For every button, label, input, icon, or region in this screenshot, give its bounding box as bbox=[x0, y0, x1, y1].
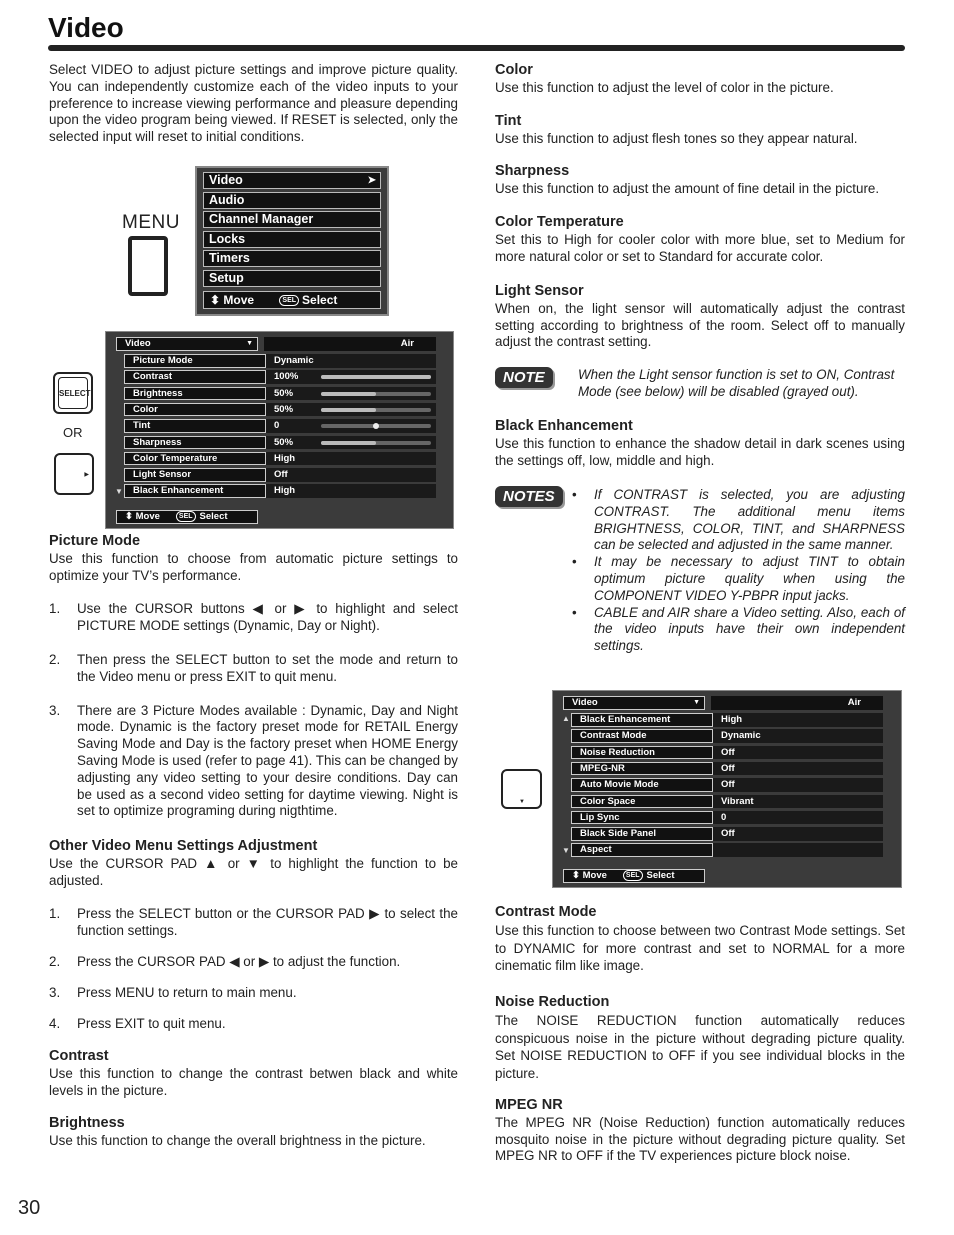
panel-source: Air bbox=[264, 337, 436, 351]
black-enhancement-section bbox=[495, 418, 905, 469]
picture-mode-steps bbox=[49, 601, 458, 820]
list-number: 4. bbox=[49, 1015, 61, 1031]
panel-header[interactable] bbox=[563, 696, 705, 710]
setting-value bbox=[713, 762, 883, 776]
main-menu-item-label: Video bbox=[209, 173, 243, 187]
color-temperature-section bbox=[495, 214, 905, 265]
main-menu-item-label: Timers bbox=[209, 251, 250, 265]
setting-value bbox=[266, 484, 436, 498]
brightness-body: Use this function to change the overall brightness in the picture. bbox=[49, 1132, 426, 1148]
setting-value bbox=[713, 729, 883, 743]
note-item bbox=[572, 605, 905, 655]
contrast-heading: Contrast bbox=[49, 1048, 109, 1064]
tint-heading: Tint bbox=[495, 113, 522, 129]
setting-value-text: 50% bbox=[274, 387, 294, 399]
setting-label[interactable]: Color Temperature bbox=[124, 452, 266, 466]
footer-move-label: Move bbox=[582, 869, 607, 881]
setting-value bbox=[713, 713, 883, 727]
setting-label[interactable]: Light Sensor bbox=[124, 468, 266, 482]
list-number: 3. bbox=[49, 984, 61, 1000]
main-menu-item[interactable] bbox=[203, 172, 381, 189]
other-settings-steps bbox=[49, 906, 458, 1032]
note-item-text: If CONTRAST is selected, you are adjusting CONTRAST. The additional menu items BRIGHTNESS, COLOR, TINT, and SHARPNESS can be selected and adjusted in the same manner. bbox=[594, 487, 905, 553]
setting-value-text: 0 bbox=[274, 420, 280, 432]
list-text: Press MENU to return to main menu. bbox=[77, 984, 297, 1000]
list-item bbox=[49, 1016, 458, 1033]
setting-slider[interactable] bbox=[321, 408, 431, 412]
or-label: OR bbox=[63, 425, 83, 440]
dropdown-icon: ▼ bbox=[246, 340, 253, 347]
footer-move-label: Move bbox=[135, 510, 160, 522]
chevron-right-icon: ➤ bbox=[367, 175, 376, 186]
menu-button-label: MENU bbox=[122, 212, 180, 233]
setting-value-text: Off bbox=[721, 746, 735, 758]
other-settings-section bbox=[49, 838, 458, 1032]
list-text: Press EXIT to quit menu. bbox=[77, 1015, 226, 1031]
sharpness-section bbox=[495, 163, 905, 198]
setting-label[interactable]: Color bbox=[124, 403, 266, 417]
scroll-down-icon: ▼ bbox=[562, 846, 570, 856]
setting-label[interactable]: Lip Sync bbox=[571, 811, 713, 825]
setting-value bbox=[266, 419, 436, 433]
move-arrows-icon: ⬍ bbox=[125, 510, 136, 522]
video-settings-panel-1 bbox=[105, 331, 454, 529]
list-item bbox=[49, 985, 458, 1002]
note-text: When the Light sensor function is set to ON, Contrast Mode (see below) will be disabled (grayed out). bbox=[578, 367, 895, 399]
contrast-mode-body: Use this function to choose between two Contrast Mode settings. Set to DYNAMIC for more contrast and set to NORMAL for a more cinematic film like image. bbox=[495, 923, 905, 974]
panel-source: Air bbox=[711, 696, 883, 710]
note-item-text: CABLE and AIR share a Video setting. Also, each of the video inputs have their own independent settings. bbox=[594, 604, 905, 654]
setting-value bbox=[266, 370, 436, 384]
setting-slider[interactable] bbox=[321, 392, 431, 396]
setting-label[interactable]: Contrast Mode bbox=[571, 729, 713, 743]
sharpness-heading: Sharpness bbox=[495, 163, 570, 179]
move-arrows-icon: ⬍ bbox=[572, 869, 583, 881]
setting-label[interactable]: Sharpness bbox=[124, 436, 266, 450]
color-temperature-body: Set this to High for cooler color with more blue, set to Medium for more natural color or set to Standard for accurate color. bbox=[495, 231, 905, 264]
list-item bbox=[49, 906, 458, 940]
main-menu-item[interactable] bbox=[203, 231, 381, 248]
panel-footer bbox=[563, 869, 705, 883]
slider-fill bbox=[321, 408, 376, 412]
setting-value bbox=[713, 746, 883, 760]
video-settings-panel-2 bbox=[552, 690, 902, 888]
setting-label[interactable]: Aspect bbox=[571, 843, 713, 857]
notes-badge bbox=[495, 486, 563, 507]
noise-reduction-body: The NOISE REDUCTION function automatically reduces conspicuous noise in the picture without degrading picture quality. Set NOISE REDUCTION to OFF if you see individual blocks in the picture. bbox=[495, 1013, 905, 1081]
color-heading: Color bbox=[495, 62, 533, 78]
setting-value-text: Dynamic bbox=[274, 355, 314, 366]
setting-value bbox=[266, 468, 436, 482]
list-item bbox=[49, 601, 458, 635]
list-item bbox=[49, 703, 458, 821]
contrast-section bbox=[49, 1048, 458, 1099]
mpeg-nr-section bbox=[495, 1097, 905, 1165]
list-text: Press the CURSOR PAD ◀ or ▶ to adjust the function. bbox=[77, 953, 401, 969]
setting-value bbox=[266, 387, 436, 401]
setting-label[interactable]: Black Side Panel bbox=[571, 827, 713, 841]
setting-value-text: Off bbox=[721, 828, 735, 840]
sharpness-body: Use this function to adjust the amount of fine detail in the picture. bbox=[495, 180, 880, 196]
panel-footer bbox=[116, 510, 258, 524]
setting-value bbox=[713, 843, 883, 857]
other-settings-body: Use the CURSOR PAD ▲ or ▼ to highlight the function to be adjusted. bbox=[49, 855, 458, 888]
select-button-label: SELECT bbox=[58, 377, 88, 409]
note-item-text: It may be necessary to adjust TINT to obtain optimum picture quality when using the COMPONENT VIDEO Y-PBPR input jacks. bbox=[594, 554, 905, 603]
brightness-heading: Brightness bbox=[49, 1115, 125, 1131]
move-arrows-icon: ⬍ bbox=[210, 292, 224, 307]
color-temperature-heading: Color Temperature bbox=[495, 214, 624, 230]
setting-value-text: Off bbox=[721, 779, 735, 791]
picture-mode-body: Use this function to choose from automatic picture settings to optimize your TV’s performance. bbox=[49, 550, 458, 583]
note-item bbox=[572, 554, 905, 604]
note-item bbox=[572, 487, 905, 554]
setting-value-text: High bbox=[274, 485, 296, 497]
bullet-icon: • bbox=[572, 554, 577, 570]
main-menu-footer bbox=[203, 291, 381, 309]
list-number: 3. bbox=[49, 702, 61, 718]
tint-body: Use this function to adjust flesh tones so they appear natural. bbox=[495, 130, 858, 146]
panel-header-label: Video bbox=[572, 697, 598, 708]
scroll-down-icon: ▼ bbox=[115, 487, 123, 497]
tint-section bbox=[495, 113, 905, 148]
setting-slider[interactable] bbox=[321, 375, 431, 379]
setting-value-text: High bbox=[721, 714, 743, 725]
main-menu-item-label: Setup bbox=[209, 270, 244, 285]
main-menu-item[interactable] bbox=[203, 270, 381, 287]
footer-select-label: Select bbox=[199, 510, 228, 522]
list-number: 2. bbox=[49, 953, 61, 969]
menu-button-icon bbox=[128, 236, 168, 296]
setting-value-text: 50% bbox=[274, 436, 294, 448]
dropdown-icon: ▼ bbox=[693, 699, 700, 706]
setting-value-text: High bbox=[274, 452, 296, 464]
light-sensor-heading: Light Sensor bbox=[495, 283, 584, 299]
sel-icon: SEL bbox=[176, 511, 196, 522]
setting-label[interactable]: Tint bbox=[124, 419, 266, 433]
notes-badge-label: NOTES bbox=[495, 486, 563, 507]
main-menu-item-label: Channel Manager bbox=[209, 212, 314, 226]
scroll-up-icon: ▲ bbox=[562, 714, 570, 723]
light-sensor-body: When on, the light sensor will automatically adjust the contrast setting according to brightness of the room. Select off to manually adjust the contrast setting. bbox=[495, 300, 905, 350]
note-badge-label: NOTE bbox=[495, 367, 553, 388]
note-badge bbox=[495, 367, 553, 388]
slider-fill bbox=[321, 392, 376, 396]
main-menu bbox=[195, 166, 389, 316]
footer-select-label: Select bbox=[646, 869, 675, 881]
slider-fill bbox=[321, 441, 376, 445]
main-menu-item[interactable] bbox=[203, 211, 381, 228]
main-menu-item-label: Audio bbox=[209, 192, 245, 207]
left-column bbox=[49, 62, 458, 146]
setting-slider[interactable] bbox=[321, 424, 431, 428]
list-number: 1. bbox=[49, 601, 61, 617]
list-item bbox=[49, 954, 458, 971]
contrast-body: Use this function to change the contrast betwen black and white levels in the picture. bbox=[49, 1065, 458, 1098]
main-menu-item[interactable] bbox=[203, 192, 381, 209]
title-rule bbox=[48, 45, 905, 51]
panel-header[interactable] bbox=[116, 337, 258, 351]
setting-label[interactable]: Auto Movie Mode bbox=[571, 778, 713, 792]
setting-value-text: 100% bbox=[274, 371, 299, 383]
slider-fill bbox=[321, 375, 431, 379]
noise-reduction-section bbox=[495, 994, 905, 1082]
bullet-icon: • bbox=[572, 604, 577, 620]
setting-value bbox=[713, 827, 883, 841]
page-number: 30 bbox=[18, 1197, 41, 1219]
setting-value-text: Vibrant bbox=[721, 795, 754, 807]
setting-value bbox=[266, 436, 436, 450]
color-section bbox=[495, 62, 905, 97]
setting-label[interactable]: Black Enhancement bbox=[571, 713, 713, 727]
list-text: There are 3 Picture Modes available : Dynamic, Day and Night mode. Dynamic is the factory preset mode for RETAIL Energy Saving Mode and Day is the factory preset when HOME Energy Saving Mode is used (refer to page 41). This can be changed by adjusting any video setting to your desire conditions. Day can be used as a second video setting for daytime viewing. Night is set to optimize programing during nigthtime. bbox=[77, 702, 458, 819]
setting-value-text: Off bbox=[721, 762, 735, 774]
setting-value-text: 50% bbox=[274, 403, 294, 415]
list-number: 2. bbox=[49, 651, 61, 667]
select-button-icon bbox=[53, 372, 93, 414]
other-settings-heading: Other Video Menu Settings Adjustment bbox=[49, 838, 318, 854]
footer-move-label: Move bbox=[223, 292, 255, 307]
picture-mode-section bbox=[49, 533, 458, 820]
notes-list bbox=[572, 487, 905, 655]
intro-text: Select VIDEO to adjust picture settings and improve picture quality. You can independently customize each of the video inputs to your preference to increase viewing performance and pleasure depending upon the video program being viewed. If RESET is selected, only the selected input will reset to initial conditions. bbox=[49, 62, 458, 145]
brightness-section bbox=[49, 1115, 458, 1150]
setting-label[interactable]: MPEG-NR bbox=[571, 762, 713, 776]
setting-label[interactable]: Contrast bbox=[124, 370, 266, 384]
setting-label[interactable]: Picture Mode bbox=[124, 354, 266, 368]
main-menu-item[interactable] bbox=[203, 250, 381, 267]
contrast-mode-heading: Contrast Mode bbox=[495, 904, 597, 920]
list-text: Press the SELECT button or the CURSOR PAD ▶ to select the function settings. bbox=[77, 906, 458, 939]
panel-header-label: Video bbox=[125, 338, 151, 349]
setting-label[interactable]: Brightness bbox=[124, 387, 266, 401]
setting-value bbox=[713, 795, 883, 809]
slider-knob bbox=[373, 423, 379, 429]
sel-icon: SEL bbox=[279, 295, 299, 306]
list-item bbox=[49, 652, 458, 686]
footer-select-label: Select bbox=[302, 292, 338, 307]
list-text: Then press the SELECT button to set the mode and return to the Video menu or press EXIT to quit menu. bbox=[77, 651, 458, 684]
bullet-icon: • bbox=[572, 487, 577, 502]
setting-value bbox=[713, 811, 883, 825]
black-enhancement-body: Use this function to enhance the shadow detail in dark scenes using the settings off, low, middle and high. bbox=[495, 435, 905, 468]
setting-value-text: Off bbox=[274, 469, 288, 481]
cursor-right-button-icon: ▶ bbox=[54, 453, 94, 495]
setting-label[interactable]: Color Space bbox=[571, 795, 713, 809]
setting-value bbox=[713, 778, 883, 792]
mpeg-nr-heading: MPEG NR bbox=[495, 1097, 563, 1113]
setting-label[interactable]: Black Enhancement bbox=[124, 484, 266, 498]
contrast-mode-section bbox=[495, 904, 905, 975]
setting-value-text: Dynamic bbox=[721, 730, 761, 742]
color-body: Use this function to adjust the level of color in the picture. bbox=[495, 79, 834, 95]
setting-label[interactable]: Noise Reduction bbox=[571, 746, 713, 760]
black-enhancement-heading: Black Enhancement bbox=[495, 418, 633, 434]
page-title: Video bbox=[48, 12, 124, 43]
setting-value-text: 0 bbox=[721, 811, 727, 823]
picture-mode-heading: Picture Mode bbox=[49, 533, 141, 549]
list-text: Use the CURSOR buttons ◀ or ▶ to highlight and select PICTURE MODE settings (Dynamic, Day or Night). bbox=[77, 601, 458, 634]
sel-icon: SEL bbox=[623, 870, 643, 881]
list-number: 1. bbox=[49, 906, 61, 922]
cursor-down-button-icon: ▼ bbox=[501, 769, 542, 809]
noise-reduction-heading: Noise Reduction bbox=[495, 994, 610, 1010]
setting-slider[interactable] bbox=[321, 441, 431, 445]
main-menu-item-label: Locks bbox=[209, 231, 246, 246]
light-sensor-section bbox=[495, 283, 905, 351]
setting-value bbox=[266, 452, 436, 466]
setting-value bbox=[266, 403, 436, 417]
setting-value bbox=[266, 354, 436, 368]
mpeg-nr-body: The MPEG NR (Noise Reduction) function automatically reduces mosquito noise in the picture without degrading picture quality. Set MPEG NR to OFF if the TV experiences picture block noise. bbox=[495, 1114, 905, 1164]
